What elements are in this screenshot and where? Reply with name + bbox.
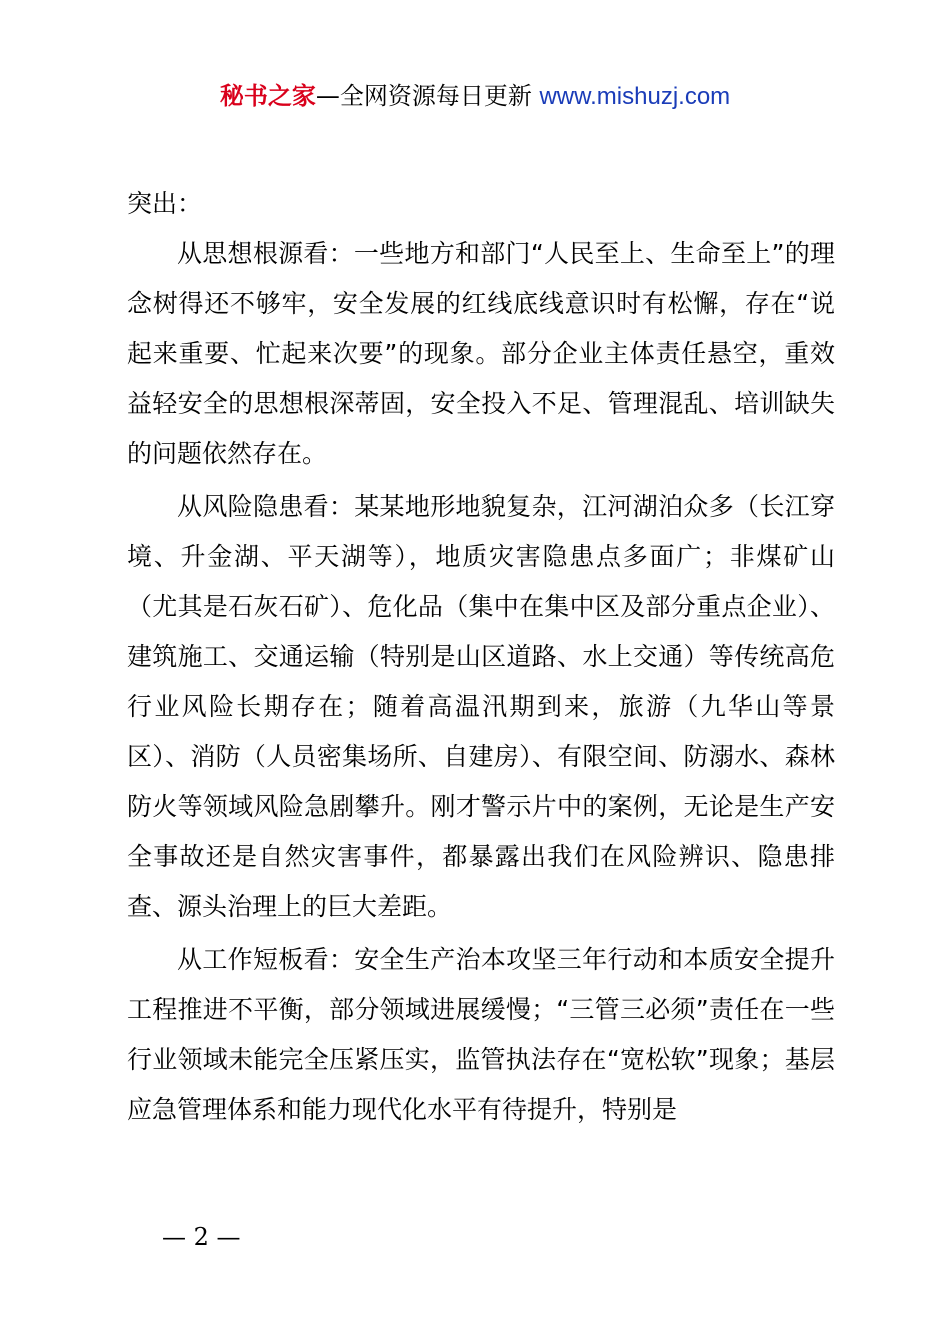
paragraph-ideological-roots: 从思想根源看：一些地方和部门“人民至上、生命至上”的理念树得还不够牢，安全发展的红线底线意识时有松懈，存在“说起来重要、忙起来次要”的现象。部分企业主体责任悬空，重效益轻安全的思想根深蒂固，安全投入不足、管理混乱、培训缺失的问题依然存在。	[127, 239, 835, 468]
site-tagline: —全网资源每日更新	[315, 82, 540, 110]
paragraph-risks-hazards: 从风险隐患看：某某地形地貌复杂，江河湖泊众多（长江穿境、升金湖、平天湖等），地质灾害隐患点多面广；非煤矿山（尤其是石灰石矿）、危化品（集中在集中区及部分重点企业）、建筑施工、交通运输（特别是山区道路、水上交通）等传统高危行业风险长期存在；随着高温汛期到来，旅游（九华山等景区）、消防（人员密集场所、自建房）、有限空间、防溺水、森林防火等领域风险急剧攀升。刚才警示片中的案例，无论是生产安全事故还是自然灾害事件，都暴露出我们在风险辨识、隐患排查、源头治理上的巨大差距。	[127, 492, 835, 921]
page-number: — 2 —	[162, 1223, 241, 1251]
site-brand: 秘书之家	[219, 82, 316, 110]
site-header	[0, 78, 950, 115]
paragraph-work-shortcomings: 从工作短板看：安全生产治本攻坚三年行动和本质安全提升工程推进不平衡，部分领域进展缓慢；“三管三必须”责任在一些行业领域未能完全压紧压实，监管执法存在“宽松软”现象；基层应急管理体系和能力现代化水平有待提升，特别是	[127, 945, 835, 1124]
site-url[interactable]: www.mishuzj.com	[539, 83, 731, 110]
document-body	[127, 179, 835, 1135]
continuation-text: 突出：	[127, 189, 203, 218]
